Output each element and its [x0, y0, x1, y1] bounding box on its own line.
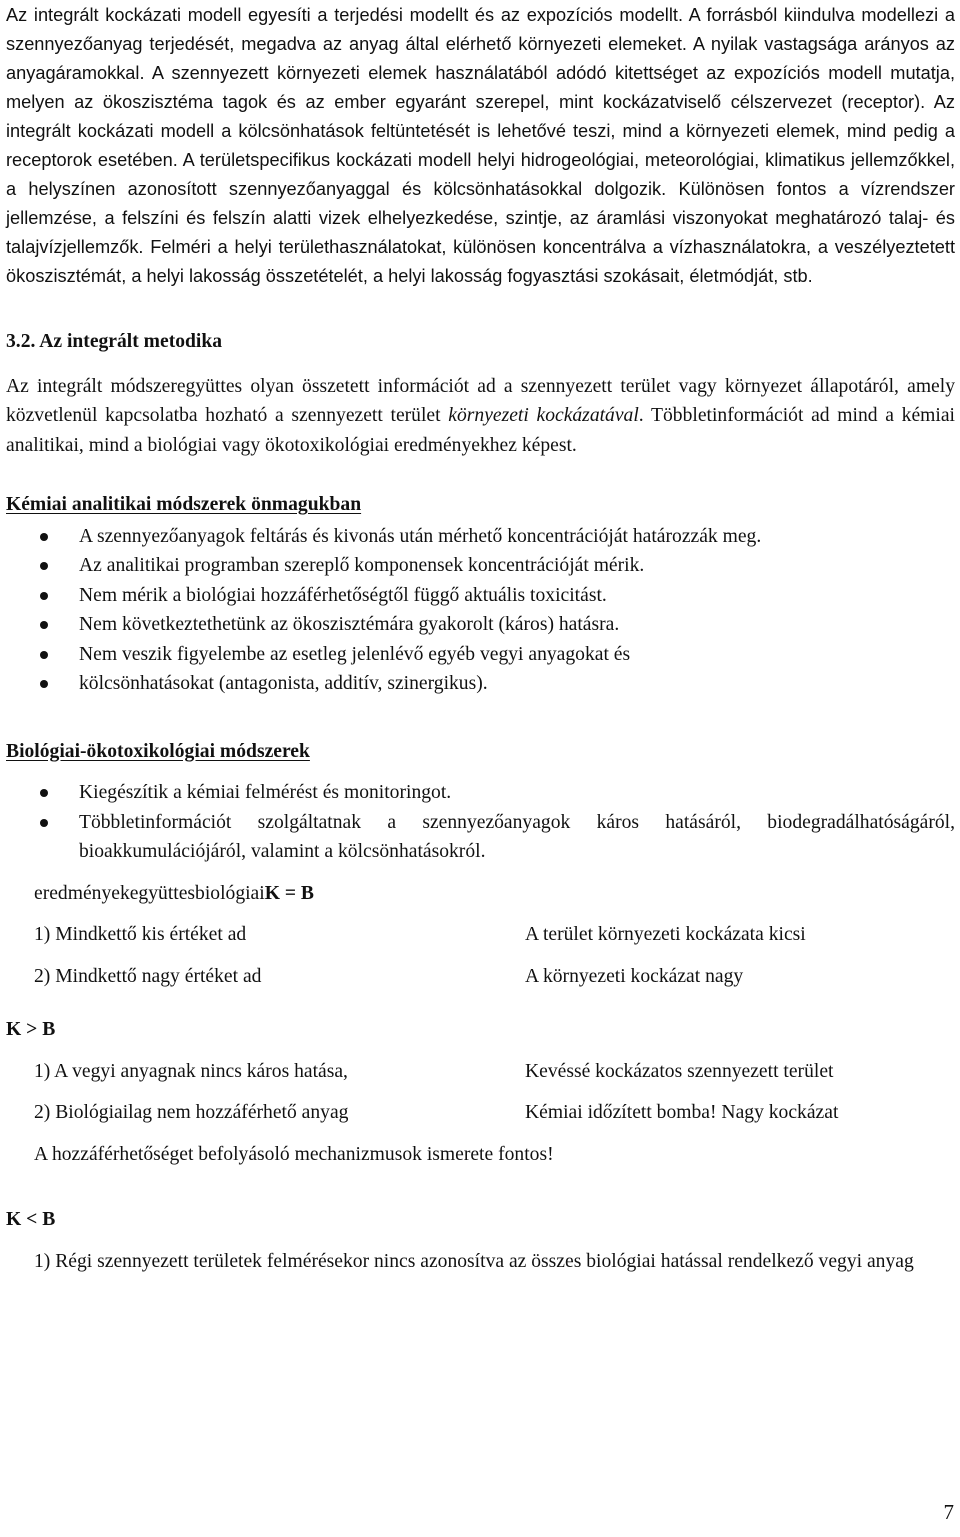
k-greater-row-right: Kevéssé kockázatos szennyezett terület — [525, 1060, 834, 1082]
k-greater-row-right: Kémiai időzített bomba! Nagy kockázat — [525, 1102, 839, 1123]
chemical-methods-list — [6, 522, 955, 699]
main-content — [6, 327, 955, 1276]
biological-methods-list — [6, 778, 955, 867]
section-heading: 3.2. Az integrált metodika — [6, 331, 223, 352]
results-row-right: A környezeti kockázat nagy — [525, 965, 744, 987]
list-item: Nem veszik figyelembe az esetleg jelenlévő egyéb vegyi anyagokat és — [6, 640, 955, 670]
list-item: kölcsönhatásokat (antagonista, additív, szinergikus). — [6, 669, 955, 699]
bullet-icon — [40, 562, 48, 570]
k-greater-row-left: 1) A vegyi anyagnak nincs káros hatása, — [34, 1060, 348, 1082]
k-greater-note: A hozzáférhetőséget befolyásoló mechanizmusok ismerete fontos! — [34, 1143, 554, 1165]
intro-paragraph: Az integrált kockázati modell egyesíti a terjedési modellt és az expozíciós modellt. A forrásból kiindulva modellezi a szennyezőanyag terjedését, megadva az anyag által elérhető környezeti elemeket. A nyilak vastagsága arányos az anyagáramokkal. A szennyezett környezeti elemek használatából adódó kitettséget az expozíciós modell mutatja, melyen az ökoszisztéma tagok és az ember egyaránt szerepel, mint kockázatviselő célszervezet (receptor). Az integrált kockázati modell a kölcsönhatások feltüntetését is lehetővé teszi, mind a környezeti elemek, mind pedig a receptorok esetében. A területspecifikus kockázati modell helyi hidrogeológiai, meteorológiai, klimatikus jellemzőkkel, a helyszínen azonosított szennyezőanyaggal és kölcsönhatásokkal dolgozik. Különösen fontos a vízrendszer jellemzése, a felszíni és felszín alatti vizek elhelyezkedése, szintje, az áramlási viszonyokat meghatározó talaj- és talajvízjellemzők. Felméri a helyi területhasználatokat, különösen koncentrálva a vízhasználatokra, a veszélyeztetett ökoszisztémát, a helyi lakosság összetételét, a helyi lakosság fogyasztási szokásait, életmódját, stb. — [6, 5, 955, 286]
list-item: A szennyezőanyagok feltárás és kivonás után mérhető koncentrációját határozzák meg. — [6, 522, 955, 552]
section-paragraph-end: . Többletinformációt ad mind a kémiai analitikai, mind a biológiai vagy ökotoxikológiai eredményekhez képest. — [6, 405, 955, 456]
results-formula: K = B — [264, 882, 314, 904]
bullet-icon — [40, 651, 48, 659]
results-row-left: 1) Mindkettő kis értéket ad — [34, 924, 247, 945]
chemical-methods-heading: Kémiai analitikai módszerek önmagukban — [6, 494, 362, 515]
document-page — [6, 0, 955, 1276]
results-row — [6, 920, 955, 950]
k-less-item: 1) Régi szennyezett területek felmérésekor nincs azonosítva az összes biológiai hatással rendelkező vegyi anyag — [34, 1250, 914, 1272]
results-row-left: 2) Mindkettő nagy értéket ad — [34, 965, 262, 987]
biological-methods-heading: Biológiai-ökotoxikológiai módszerek — [6, 740, 310, 762]
list-item: Nem következtethetünk az ökoszisztémára gyakorolt (káros) hatásra. — [6, 610, 955, 640]
bullet-icon — [40, 819, 48, 827]
results-row-right: A terület környezeti kockázata kicsi — [525, 924, 806, 945]
results-row — [6, 962, 955, 992]
bullet-icon — [40, 533, 48, 541]
list-item: Az analitikai programban szereplő komponensek koncentrációját mérik. — [6, 551, 955, 581]
list-item: Többletinformációt szolgáltatnak a szennyezőanyagok káros hatásáról, biodegradálhatóságáról, bioakkumulációjáról, valamint a kölcsönhatásokról. — [6, 808, 955, 867]
section-paragraph-start: Az integrált módszeregyüttes olyan összetett információt ad a szennyezett terület vagy környezet állapotáról, amely közvetlenül kapcsolatba hozható a szennyezett terület — [6, 375, 955, 426]
k-greater-row-left: 2) Biológiailag nem hozzáférhető anyag — [34, 1102, 349, 1123]
bullet-icon — [40, 680, 48, 688]
section-paragraph-italic: környezeti kockázatával — [448, 405, 639, 426]
section-paragraph — [6, 372, 955, 461]
k-greater-heading: K > B — [6, 1019, 56, 1040]
page-number: 7 — [943, 1500, 954, 1524]
results-formula-line — [6, 879, 955, 909]
k-greater-row — [6, 1098, 955, 1128]
bullet-icon — [40, 789, 48, 797]
bullet-icon — [40, 621, 48, 629]
list-item: Nem mérik a biológiai hozzáférhetőségtől függő aktuális toxicitást. — [6, 581, 955, 611]
k-greater-row — [6, 1057, 955, 1087]
results-prefix: eredményekegyüttesbiológiai — [34, 882, 265, 904]
list-item: Kiegészítik a kémiai felmérést és monitoringot. — [6, 778, 955, 808]
k-less-heading: K < B — [6, 1209, 56, 1230]
bullet-icon — [40, 592, 48, 600]
